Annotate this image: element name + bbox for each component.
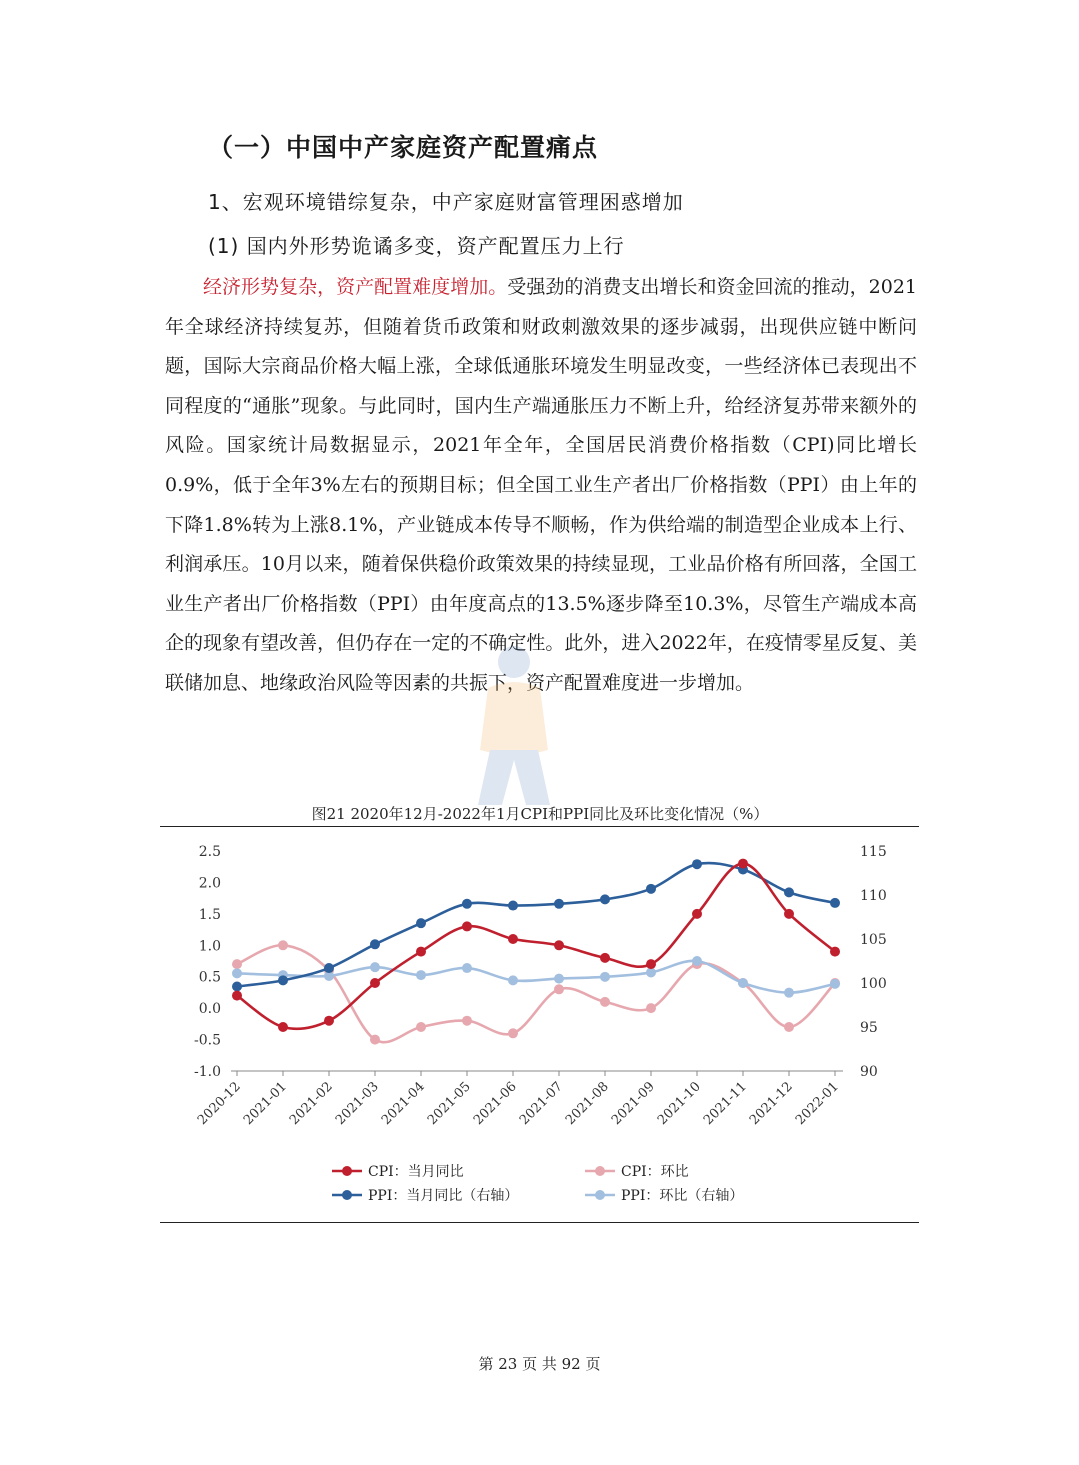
data-point bbox=[692, 859, 702, 869]
legend-label: PPI：当月同比（右轴） bbox=[368, 1188, 519, 1204]
data-point bbox=[692, 956, 702, 966]
left-axis-tick-label: 0.0 bbox=[198, 1001, 221, 1018]
legend-swatch-marker bbox=[342, 1190, 352, 1200]
x-axis-tick-label: 2022-01 bbox=[793, 1079, 842, 1129]
legend-swatch-marker bbox=[595, 1166, 605, 1176]
right-axis-tick-label: 95 bbox=[860, 1020, 878, 1036]
data-point bbox=[784, 988, 794, 998]
left-axis-tick-label: 1.0 bbox=[198, 938, 221, 955]
data-point bbox=[370, 978, 380, 988]
data-point bbox=[462, 921, 472, 931]
right-axis-tick-label: 100 bbox=[860, 976, 887, 992]
data-point bbox=[600, 997, 610, 1007]
x-axis-tick-label: 2021-06 bbox=[471, 1079, 520, 1129]
data-point bbox=[508, 975, 518, 985]
data-point bbox=[232, 968, 242, 978]
x-axis-tick-label: 2021-12 bbox=[747, 1079, 796, 1129]
data-point bbox=[370, 1035, 380, 1045]
data-point bbox=[554, 940, 564, 950]
x-axis-tick-label: 2021-02 bbox=[287, 1079, 336, 1129]
figure-bottom-rule bbox=[160, 1222, 919, 1223]
data-point bbox=[646, 1003, 656, 1013]
data-point bbox=[784, 1022, 794, 1032]
x-axis-tick-label: 2021-04 bbox=[379, 1079, 428, 1129]
page-footer: 第 23 页 共 92 页 bbox=[478, 1355, 601, 1373]
data-point bbox=[554, 899, 564, 909]
legend-label: CPI：环比 bbox=[621, 1164, 689, 1180]
data-point bbox=[278, 1022, 288, 1032]
left-axis-tick-label: 0.5 bbox=[198, 969, 221, 986]
data-point bbox=[508, 934, 518, 944]
left-axis-tick-label: -1.0 bbox=[194, 1064, 221, 1080]
series-line bbox=[237, 864, 835, 1029]
data-point bbox=[830, 947, 840, 957]
x-axis-tick-label: 2021-11 bbox=[701, 1079, 750, 1129]
paragraph-text: 受强劲的消费支出增长和资金回流的推动，2021年全球经济持续复苏，但随着货币政策和财政刺激效果的逐步减弱，出现供应链中断问题，国际大宗商品价格大幅上涨，全球低通胀环境发生明显改变，一些经济体已表现出不同程度的“通胀”现象。与此同时，国内生产端通胀压力不断上升，给经济复苏带来额外的风险。国家统计局数据显示，2021年全年，全国居民消费价格指数（CPI)同比增长0.9%，低于全年3%左右的预期目标；但全国工业生产者出厂价格指数（PPI）由上年的下降1.8%转为上涨8.1%，产业链成本传导不顺畅，作为供给端的制造型企业成本上行、利润承压。10月以来，随着保供稳价政策效果的持续显现，工业品价格有所回落，全国工业生产者出厂价格指数（PPI）由年度高点的13.5%逐步降至10.3%，尽管生产端成本高企的现象有望改善，但仍存在一定的不确定性。此外，进入2022年，在疫情零星反复、美联储加息、地缘政治风险等因素的共振下，资产配置难度进一步增加。 bbox=[165, 276, 917, 694]
x-axis-tick-label: 2020-12 bbox=[195, 1079, 244, 1129]
subsection-heading: 1、宏观环境错综复杂，中产家庭财富管理困惑增加 bbox=[208, 190, 684, 214]
data-point bbox=[830, 979, 840, 989]
data-point bbox=[738, 978, 748, 988]
data-point bbox=[554, 974, 564, 984]
right-axis-tick-label: 110 bbox=[860, 888, 887, 904]
left-axis-tick-label: 2.5 bbox=[198, 844, 221, 860]
left-axis-tick-label: 2.0 bbox=[198, 875, 221, 892]
data-point bbox=[600, 894, 610, 904]
data-point bbox=[416, 918, 426, 928]
x-axis-tick-label: 2021-08 bbox=[563, 1079, 612, 1129]
legend-label: CPI：当月同比 bbox=[368, 1164, 464, 1180]
x-axis-tick-label: 2021-10 bbox=[655, 1079, 704, 1129]
x-axis-tick-label: 2021-09 bbox=[609, 1079, 658, 1129]
data-point bbox=[416, 970, 426, 980]
data-point bbox=[370, 939, 380, 949]
body-paragraph bbox=[165, 268, 917, 704]
cpi-ppi-line-chart bbox=[160, 828, 920, 1220]
data-point bbox=[738, 859, 748, 869]
right-axis-tick-label: 90 bbox=[860, 1064, 878, 1080]
data-point bbox=[232, 982, 242, 992]
x-axis-tick-label: 2021-03 bbox=[333, 1079, 382, 1129]
data-point bbox=[416, 947, 426, 957]
data-point bbox=[600, 953, 610, 963]
data-point bbox=[416, 1022, 426, 1032]
data-point bbox=[462, 899, 472, 909]
data-point bbox=[784, 887, 794, 897]
left-axis-tick-label: -0.5 bbox=[194, 1032, 221, 1049]
data-point bbox=[462, 1016, 472, 1026]
legend-swatch-marker bbox=[342, 1166, 352, 1176]
right-axis-tick-label: 105 bbox=[860, 932, 887, 948]
legend-label: PPI：环比（右轴） bbox=[621, 1188, 744, 1204]
data-point bbox=[232, 991, 242, 1001]
data-point bbox=[462, 963, 472, 973]
data-point bbox=[646, 884, 656, 894]
data-point bbox=[324, 963, 334, 973]
sub-subsection-heading: (1) 国内外形势诡谲多变，资产配置压力上行 bbox=[208, 234, 625, 258]
data-point bbox=[508, 901, 518, 911]
paragraph-lead: 经济形势复杂，资产配置难度增加。 bbox=[203, 276, 508, 298]
data-point bbox=[278, 975, 288, 985]
figure-caption: 图21 2020年12月-2022年1月CPI和PPI同比及环比变化情况（%） bbox=[311, 805, 769, 823]
figure-top-rule bbox=[160, 826, 919, 827]
data-point bbox=[692, 909, 702, 919]
data-point bbox=[278, 940, 288, 950]
data-point bbox=[784, 909, 794, 919]
section-heading: （一）中国中产家庭资产配置痛点 bbox=[208, 133, 599, 162]
data-point bbox=[324, 1016, 334, 1026]
right-axis-tick-label: 115 bbox=[860, 844, 887, 860]
data-point bbox=[554, 984, 564, 994]
series-line bbox=[237, 945, 835, 1042]
legend-swatch-marker bbox=[595, 1190, 605, 1200]
data-point bbox=[830, 898, 840, 908]
x-axis-tick-label: 2021-01 bbox=[241, 1079, 290, 1129]
x-axis-tick-label: 2021-07 bbox=[517, 1079, 566, 1129]
data-point bbox=[370, 962, 380, 972]
x-axis-tick-label: 2021-05 bbox=[425, 1079, 474, 1129]
watermark-figure-icon bbox=[468, 640, 560, 810]
data-point bbox=[232, 959, 242, 969]
left-axis-tick-label: 1.5 bbox=[198, 906, 221, 923]
data-point bbox=[646, 959, 656, 969]
data-point bbox=[508, 1028, 518, 1038]
data-point bbox=[600, 972, 610, 982]
